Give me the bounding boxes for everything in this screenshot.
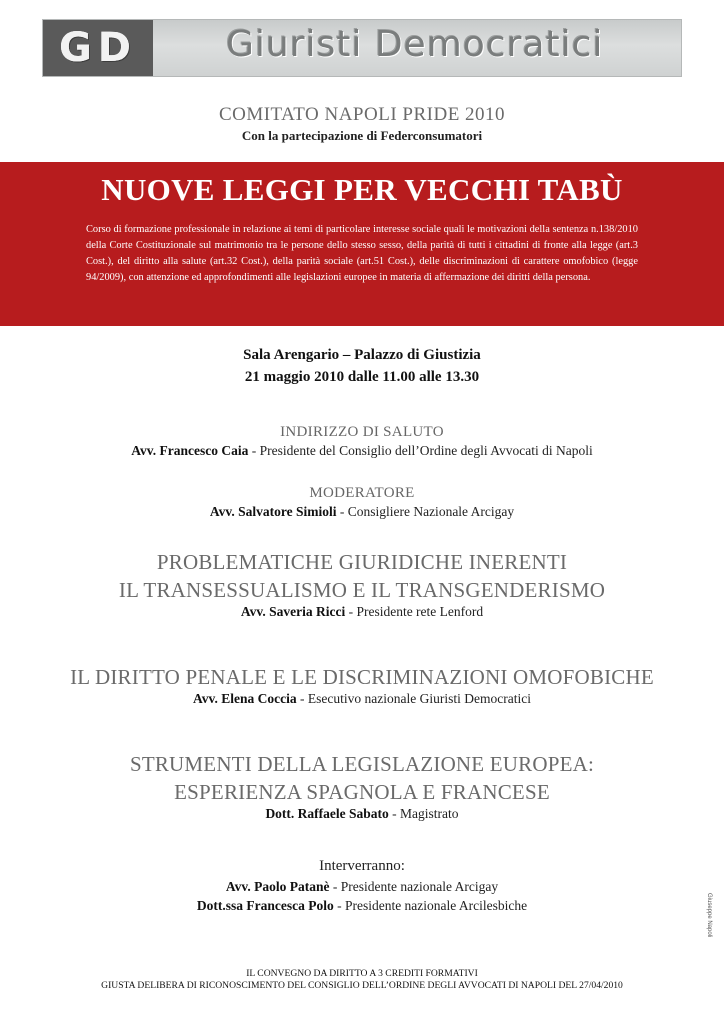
speaker-name: Dott. Raffaele Sabato [265,806,389,821]
speaker-role: - Presidente rete Lenford [345,604,484,619]
topic3-line2: ESPERIENZA SPAGNOLA E FRANCESE [174,780,550,804]
speaker-role: - Magistrato [388,806,459,821]
speaker-name: Avv. Salvatore Simioli [209,504,337,519]
event-band [0,162,724,326]
speaker-name: Avv. Francesco Caia [131,443,249,458]
saluto-speaker [0,443,724,459]
moderatore-section [0,485,724,520]
topic1-line1: PROBLEMATICHE GIURIDICHE INERENTI [156,550,568,574]
topic3-speaker [0,806,724,822]
committee-title: COMITATO NAPOLI PRIDE 2010 [218,104,506,125]
footer-deliberation: GIUSTA DELIBERA DI RICONOSCIMENTO DEL CONSIGLIO DELL’ORDINE DEGLI AVVOCATI DI NAPOLI DEL 27/04/2010 [101,980,623,991]
intervention-speaker-1 [0,879,724,895]
speaker-name: Avv. Saveria Ricci [240,604,346,619]
moderatore-heading: MODERATORE [309,485,415,501]
speaker-role: - Presidente nazionale Arcigay [329,879,499,894]
banner-title: Giuristi Democratici [226,24,604,65]
event-title: NUOVE LEGGI PER VECCHI TABÙ [101,172,623,207]
interventions-section [0,858,724,914]
saluto-section [0,424,724,459]
topic1-line2: IL TRANSESSUALISMO E IL TRANSGENDERISMO [118,578,606,602]
moderatore-speaker [0,504,724,520]
logo-text: GD [58,25,138,71]
topic2-speaker [0,691,724,707]
topic3-line1: STRUMENTI DELLA LEGISLAZIONE EUROPEA: [129,752,595,776]
speaker-name: Avv. Paolo Patanè [225,879,330,894]
topic2-section [0,663,724,707]
speaker-role: - Presidente nazionale Arcilesbiche [333,898,528,913]
footer-credits: IL CONVEGNO DA DIRITTO A 3 CREDITI FORMATIVI [246,968,478,979]
gd-logo [43,20,153,76]
topic3-section [0,750,724,822]
side-credit: Giuseppe Napoli [706,893,712,938]
participation-line: Con la partecipazione di Federconsumatori [241,128,483,143]
intervention-speaker-2 [0,898,724,914]
venue-name: Sala Arengario – Palazzo di Giustizia [243,347,481,363]
topic1-section [0,548,724,620]
topic1-speaker [0,604,724,620]
venue-block [0,344,724,388]
footer [0,968,724,992]
topic2-line1: IL DIRITTO PENALE E LE DISCRIMINAZIONI OMOFOBICHE [70,665,654,689]
speaker-role: - Consigliere Nazionale Arcigay [336,504,515,519]
saluto-heading: INDIRIZZO DI SALUTO [280,424,444,440]
speaker-name: Avv. Elena Coccia [193,691,297,706]
speaker-role: - Esecutivo nazionale Giuristi Democratici [296,691,531,706]
event-datetime: 21 maggio 2010 dalle 11.00 alle 13.30 [244,369,480,385]
header-banner [42,19,682,77]
event-description: Corso di formazione professionale in relazione ai temi di particolare interesse sociale quali le motivazioni della sentenza n.138/2010 della Corte Costituzionale sul matrimonio tra le persone dello stesso sesso, della parità di tutti i cittadini di fronte alla legge (art.3 Cost.), del diritto alla salute (art.32 Cost.), della parità sociale (art.51 Cost.), delle discriminazioni di carattere omofobico (legge 94/2009), con attenzione ed approfondimenti alle legislazioni europee in materia di affermazione dei diritti della persona. [86,224,638,283]
speaker-name: Dott.ssa Francesca Polo [196,898,334,913]
speaker-role: - Presidente del Consiglio dell’Ordine degli Avvocati di Napoli [248,443,593,458]
interventions-heading: Interverranno: [319,858,405,874]
